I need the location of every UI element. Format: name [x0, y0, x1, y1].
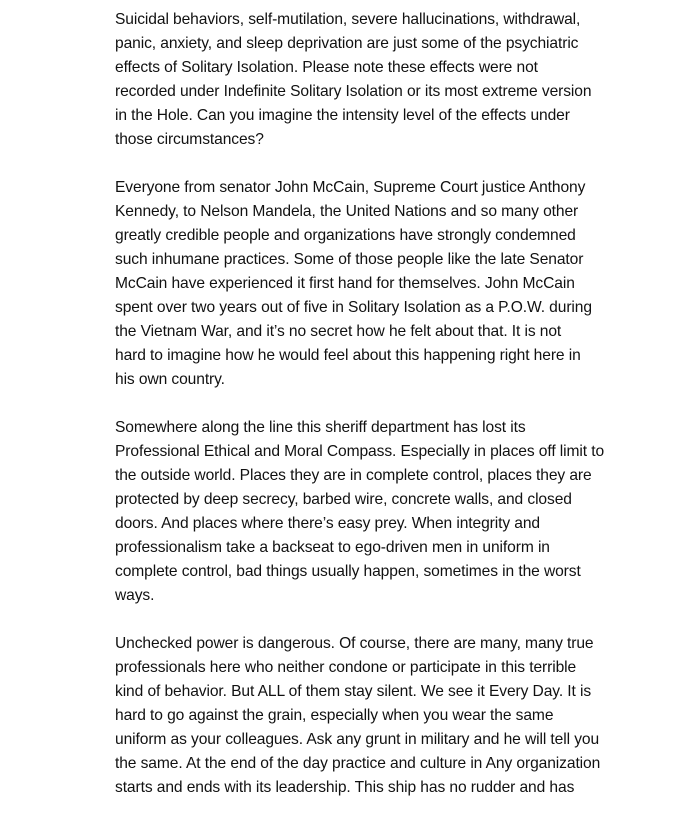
text-line: Everyone from senator John McCain, Supreme Court justice Anthony	[115, 179, 586, 196]
text-line: complete control, bad things usually happen, sometimes in the worst	[115, 563, 581, 580]
text-line: the outside world. Places they are in complete control, places they are	[115, 467, 592, 484]
text-line: doors. And places where there’s easy prey. When integrity and	[115, 515, 540, 532]
text-line: uniform as your colleagues. Ask any grunt in military and he will tell you	[115, 731, 600, 748]
paragraph	[115, 632, 675, 800]
text-line: his own country.	[115, 371, 225, 388]
text-line: greatly credible people and organizations have strongly condemned	[115, 227, 576, 244]
paragraph	[115, 8, 675, 152]
text-line: Professional Ethical and Moral Compass. Especially in places off limit to	[115, 443, 605, 460]
text-line: such inhumane practices. Some of those people like the late Senator	[115, 251, 584, 268]
text-line: starts and ends with its leadership. This ship has no rudder and has	[115, 779, 575, 796]
text-line: professionalism take a backseat to ego-driven men in uniform in	[115, 539, 550, 556]
text-line: those circumstances?	[115, 131, 264, 148]
text-line: in the Hole. Can you imagine the intensity level of the effects under	[115, 107, 570, 124]
text-line: hard to imagine how he would feel about this happening right here in	[115, 347, 581, 364]
text-line: protected by deep secrecy, barbed wire, concrete walls, and closed	[115, 491, 572, 508]
text-line: kind of behavior. But ALL of them stay silent. We see it Every Day. It is	[115, 683, 592, 700]
text-line: Suicidal behaviors, self-mutilation, severe hallucinations, withdrawal,	[115, 11, 581, 28]
text-line: effects of Solitary Isolation. Please note these effects were not	[115, 59, 538, 76]
text-line: Somewhere along the line this sheriff department has lost its	[115, 419, 526, 436]
document-body	[115, 8, 675, 824]
text-line: hard to go against the grain, especially when you wear the same	[115, 707, 554, 724]
text-line: spent over two years out of five in Solitary Isolation as a P.O.W. during	[115, 299, 592, 316]
text-line: the same. At the end of the day practice and culture in Any organization	[115, 755, 601, 772]
paragraph	[115, 176, 675, 392]
text-line: ways.	[115, 587, 155, 604]
paragraph	[115, 416, 675, 608]
text-line: the Vietnam War, and it’s no secret how he felt about that. It is not	[115, 323, 562, 340]
text-line: Kennedy, to Nelson Mandela, the United Nations and so many other	[115, 203, 579, 220]
text-line: professionals here who neither condone or participate in this terrible	[115, 659, 577, 676]
text-line: panic, anxiety, and sleep deprivation are just some of the psychiatric	[115, 35, 579, 52]
text-line: Unchecked power is dangerous. Of course, there are many, many true	[115, 635, 594, 652]
text-line: McCain have experienced it first hand for themselves. John McCain	[115, 275, 575, 292]
text-line: recorded under Indefinite Solitary Isolation or its most extreme version	[115, 83, 592, 100]
